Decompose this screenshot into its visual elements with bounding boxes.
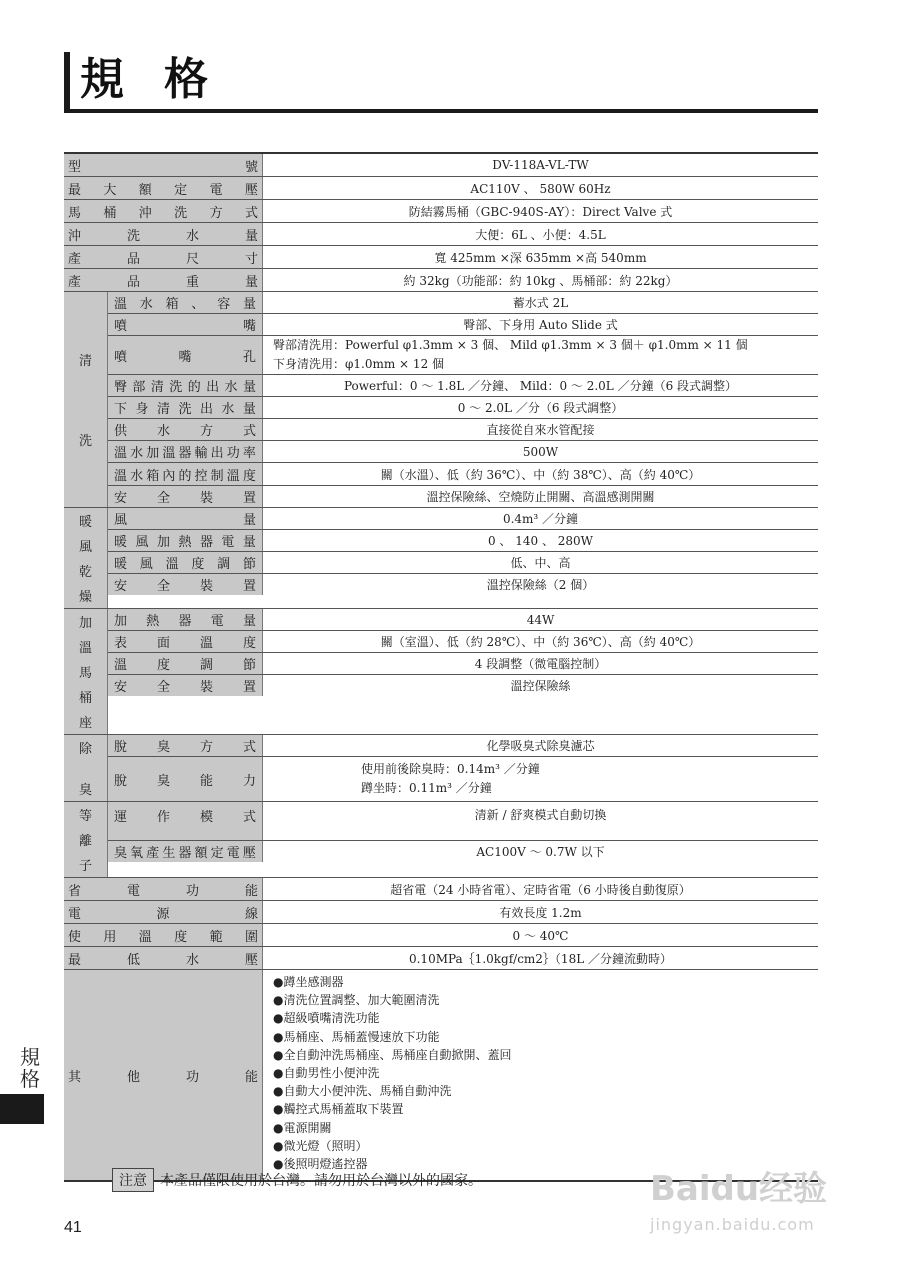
spec-value: 清新 / 舒爽模式自動切換 (262, 802, 818, 840)
spec-row (108, 440, 818, 462)
spec-row (108, 609, 818, 630)
spec-value: AC100V ～ 0.7W 以下 (262, 841, 818, 862)
side-section-label: 規格 (20, 1045, 40, 1091)
feature-item: ●蹲坐感測器 (273, 975, 344, 989)
spec-label: 臭 氧 產 生 器 額 定 電 壓 (108, 841, 262, 862)
spec-label: 暖 風 溫 度 調 節 (108, 552, 262, 573)
spec-row (108, 374, 818, 396)
spec-label: 臀 部 清 洗 的 出 水 量 (108, 375, 262, 396)
spec-value: 寬 425mm ×深 635mm ×高 540mm (262, 246, 818, 268)
notice (112, 1168, 482, 1192)
page-title: 規格 (80, 54, 248, 105)
watermark (640, 1145, 850, 1245)
spec-value: 0 ～ 2.0L ／分（6 段式調整） (262, 397, 818, 418)
spec-row (108, 630, 818, 652)
spec-value: 0.10MPa｛1.0kgf/cm2｝（18L ／分鐘流動時） (262, 947, 818, 969)
spec-label: 最 低 水 壓 (64, 947, 262, 969)
feature-item: ●後照明燈遙控器 (273, 1157, 368, 1172)
spec-row (108, 292, 818, 313)
spec-label: 加 熱 器 電 量 (108, 609, 262, 630)
spec-label: 噴 嘴 孔 (108, 336, 262, 374)
spec-group-wash (64, 291, 818, 507)
spec-value: 關（水溫）、低（約 36℃）、中（約 38℃）、高（約 40℃） (262, 463, 818, 485)
spec-label: 脫 臭 方 式 (108, 735, 262, 756)
spec-value: AC110V 、 580W 60Hz (262, 177, 818, 199)
page-number: 41 (64, 1219, 82, 1236)
spec-row (64, 877, 818, 900)
spec-label: 省 電 功 能 (64, 878, 262, 900)
spec-label: 供 水 方 式 (108, 419, 262, 440)
spec-group-deodor (64, 734, 818, 801)
spec-row (108, 802, 818, 840)
spec-label: 產 品 尺 寸 (64, 246, 262, 268)
spec-label: 溫 水 箱 、 容 量 (108, 292, 262, 313)
spec-row (108, 396, 818, 418)
spec-row (108, 840, 818, 862)
spec-row (108, 756, 818, 801)
feature-item: ●自動男性小便沖洗 (273, 1066, 380, 1081)
spec-value (262, 757, 818, 801)
spec-value: 低、中、高 (262, 552, 818, 573)
spec-value: 超省電（24 小時省電）、定時省電（6 小時後自動復原） (262, 878, 818, 900)
notice-badge: 注意 (112, 1168, 154, 1192)
watermark-logo: Baidu经验 (650, 1169, 828, 1209)
spec-label: 溫 水 加 溫 器 輸 出 功 率 (108, 441, 262, 462)
notice-text: 本產品僅限使用於台灣。請勿用於台灣以外的國家。 (160, 1173, 482, 1189)
spec-row (108, 508, 818, 529)
spec-value: 大便：6L 、小便：4.5L (262, 223, 818, 245)
group-label: 等 離 子 (64, 802, 108, 877)
spec-value: 44W (262, 609, 818, 630)
spec-row (64, 268, 818, 291)
spec-row (64, 152, 818, 176)
spec-value: 500W (262, 441, 818, 462)
spec-row (108, 335, 818, 374)
spec-value: 有效長度 1.2m (262, 901, 818, 923)
spec-row (108, 313, 818, 335)
group-label: 暖 風 乾 燥 (64, 508, 108, 608)
spec-row (64, 245, 818, 268)
feature-item: ●電源開關 (273, 1120, 332, 1135)
spec-row (108, 551, 818, 573)
spec-label: 溫 水 箱 內 的 控 制 溫 度 (108, 463, 262, 485)
spec-label: 風 量 (108, 508, 262, 529)
spec-value: 化學吸臭式除臭濾芯 (262, 735, 818, 756)
spec-row (108, 674, 818, 696)
feature-item: ●超級噴嘴清洗功能 (273, 1011, 380, 1026)
spec-label: 表 面 溫 度 (108, 631, 262, 652)
feature-item: ●全自動沖洗馬桶座、馬桶座自動掀開、蓋回 (273, 1047, 512, 1062)
spec-label: 其 他 功 能 (64, 970, 262, 1180)
spec-row (64, 900, 818, 923)
spec-value: 0 ～ 40℃ (262, 924, 818, 946)
watermark-url: jingyan.baidu.com (650, 1215, 815, 1234)
spec-value-line: 使用前後除臭時：0.14m³ ／分鐘 (361, 762, 540, 776)
spec-value: 溫控保險絲 (262, 675, 818, 696)
spec-row (64, 946, 818, 969)
spec-label: 使 用 溫 度 範 圍 (64, 924, 262, 946)
spec-row (108, 485, 818, 507)
title-accent-bar (64, 52, 70, 112)
group-label: 加 溫 馬 桶 座 (64, 609, 108, 734)
spec-row (108, 529, 818, 551)
spec-label: 電 源 線 (64, 901, 262, 923)
spec-label: 暖 風 加 熱 器 電 量 (108, 530, 262, 551)
feature-item: ●清洗位置調整、加大範圍清洗 (273, 993, 440, 1008)
side-section-block (0, 1094, 44, 1124)
spec-value: 直接從自來水管配接 (262, 419, 818, 440)
spec-value: 蓄水式 2L (262, 292, 818, 313)
spec-label: 馬 桶 沖 洗 方 式 (64, 200, 262, 222)
spec-label: 安 全 裝 置 (108, 574, 262, 595)
spec-label: 產 品 重 量 (64, 269, 262, 291)
spec-row (108, 652, 818, 674)
group-label: 清 洗 (64, 292, 108, 507)
spec-label: 沖 洗 水 量 (64, 223, 262, 245)
spec-label: 運 作 模 式 (108, 802, 262, 840)
spec-row (64, 222, 818, 245)
feature-item: ●微光燈（照明） (273, 1138, 368, 1153)
spec-label: 噴 嘴 (108, 314, 262, 335)
spec-label: 安 全 裝 置 (108, 675, 262, 696)
feature-item: ●馬桶座、馬桶蓋慢速放下功能 (273, 1029, 440, 1044)
feature-item: ●觸控式馬桶蓋取下裝置 (273, 1102, 404, 1117)
spec-label: 最 大 額 定 電 壓 (64, 177, 262, 199)
spec-value: 4 段調整（微電腦控制） (262, 653, 818, 674)
spec-value: 約 32kg（功能部：約 10kg 、馬桶部：約 22kg） (262, 269, 818, 291)
group-label: 除 臭 (64, 735, 108, 801)
spec-value: 關（室溫）、低（約 28℃）、中（約 36℃）、高（約 40℃） (262, 631, 818, 652)
spec-row (64, 199, 818, 222)
spec-table (64, 152, 818, 1182)
spec-value-line: 下身清洗用：φ1.0mm × 12 個 (273, 357, 445, 371)
spec-row (108, 462, 818, 485)
spec-label: 下 身 清 洗 出 水 量 (108, 397, 262, 418)
spec-value: 0.4m³ ／分鐘 (262, 508, 818, 529)
spec-label: 型 號 (64, 154, 262, 176)
spec-group-seat (64, 608, 818, 734)
feature-item: ●自動大小便沖洗、馬桶自動沖洗 (273, 1084, 452, 1099)
spec-label: 脫 臭 能 力 (108, 757, 262, 801)
spec-row (108, 573, 818, 595)
spec-value: 0 、 140 、 280W (262, 530, 818, 551)
spec-value (262, 336, 818, 374)
spec-value-line: 臀部清洗用：Powerful φ1.3mm × 3 個、 Mild φ1.3mm × 3 個＋ φ1.0mm × 11 個 (273, 338, 748, 352)
title-rule (64, 109, 818, 113)
spec-value: 防結霧馬桶（GBC-940S-AY）：Direct Valve 式 (262, 200, 818, 222)
spec-label: 安 全 裝 置 (108, 486, 262, 507)
spec-label: 溫 度 調 節 (108, 653, 262, 674)
spec-row (108, 735, 818, 756)
spec-group-dryer (64, 507, 818, 608)
spec-row (108, 418, 818, 440)
spec-value: DV-118A-VL-TW (262, 154, 818, 176)
spec-value-line: 蹲坐時：0.11m³ ／分鐘 (361, 781, 492, 795)
spec-row (64, 176, 818, 199)
spec-value: Powerful：0 ～ 1.8L ／分鐘、 Mild：0 ～ 2.0L ／分鐘（6 段式調整） (262, 375, 818, 396)
spec-value: 臀部、下身用 Auto Slide 式 (262, 314, 818, 335)
spec-group-ion (64, 801, 818, 877)
spec-value: 溫控保險絲、空燒防止開關、高溫感測開關 (262, 486, 818, 507)
spec-value: 溫控保險絲（2 個） (262, 574, 818, 595)
spec-row (64, 923, 818, 946)
